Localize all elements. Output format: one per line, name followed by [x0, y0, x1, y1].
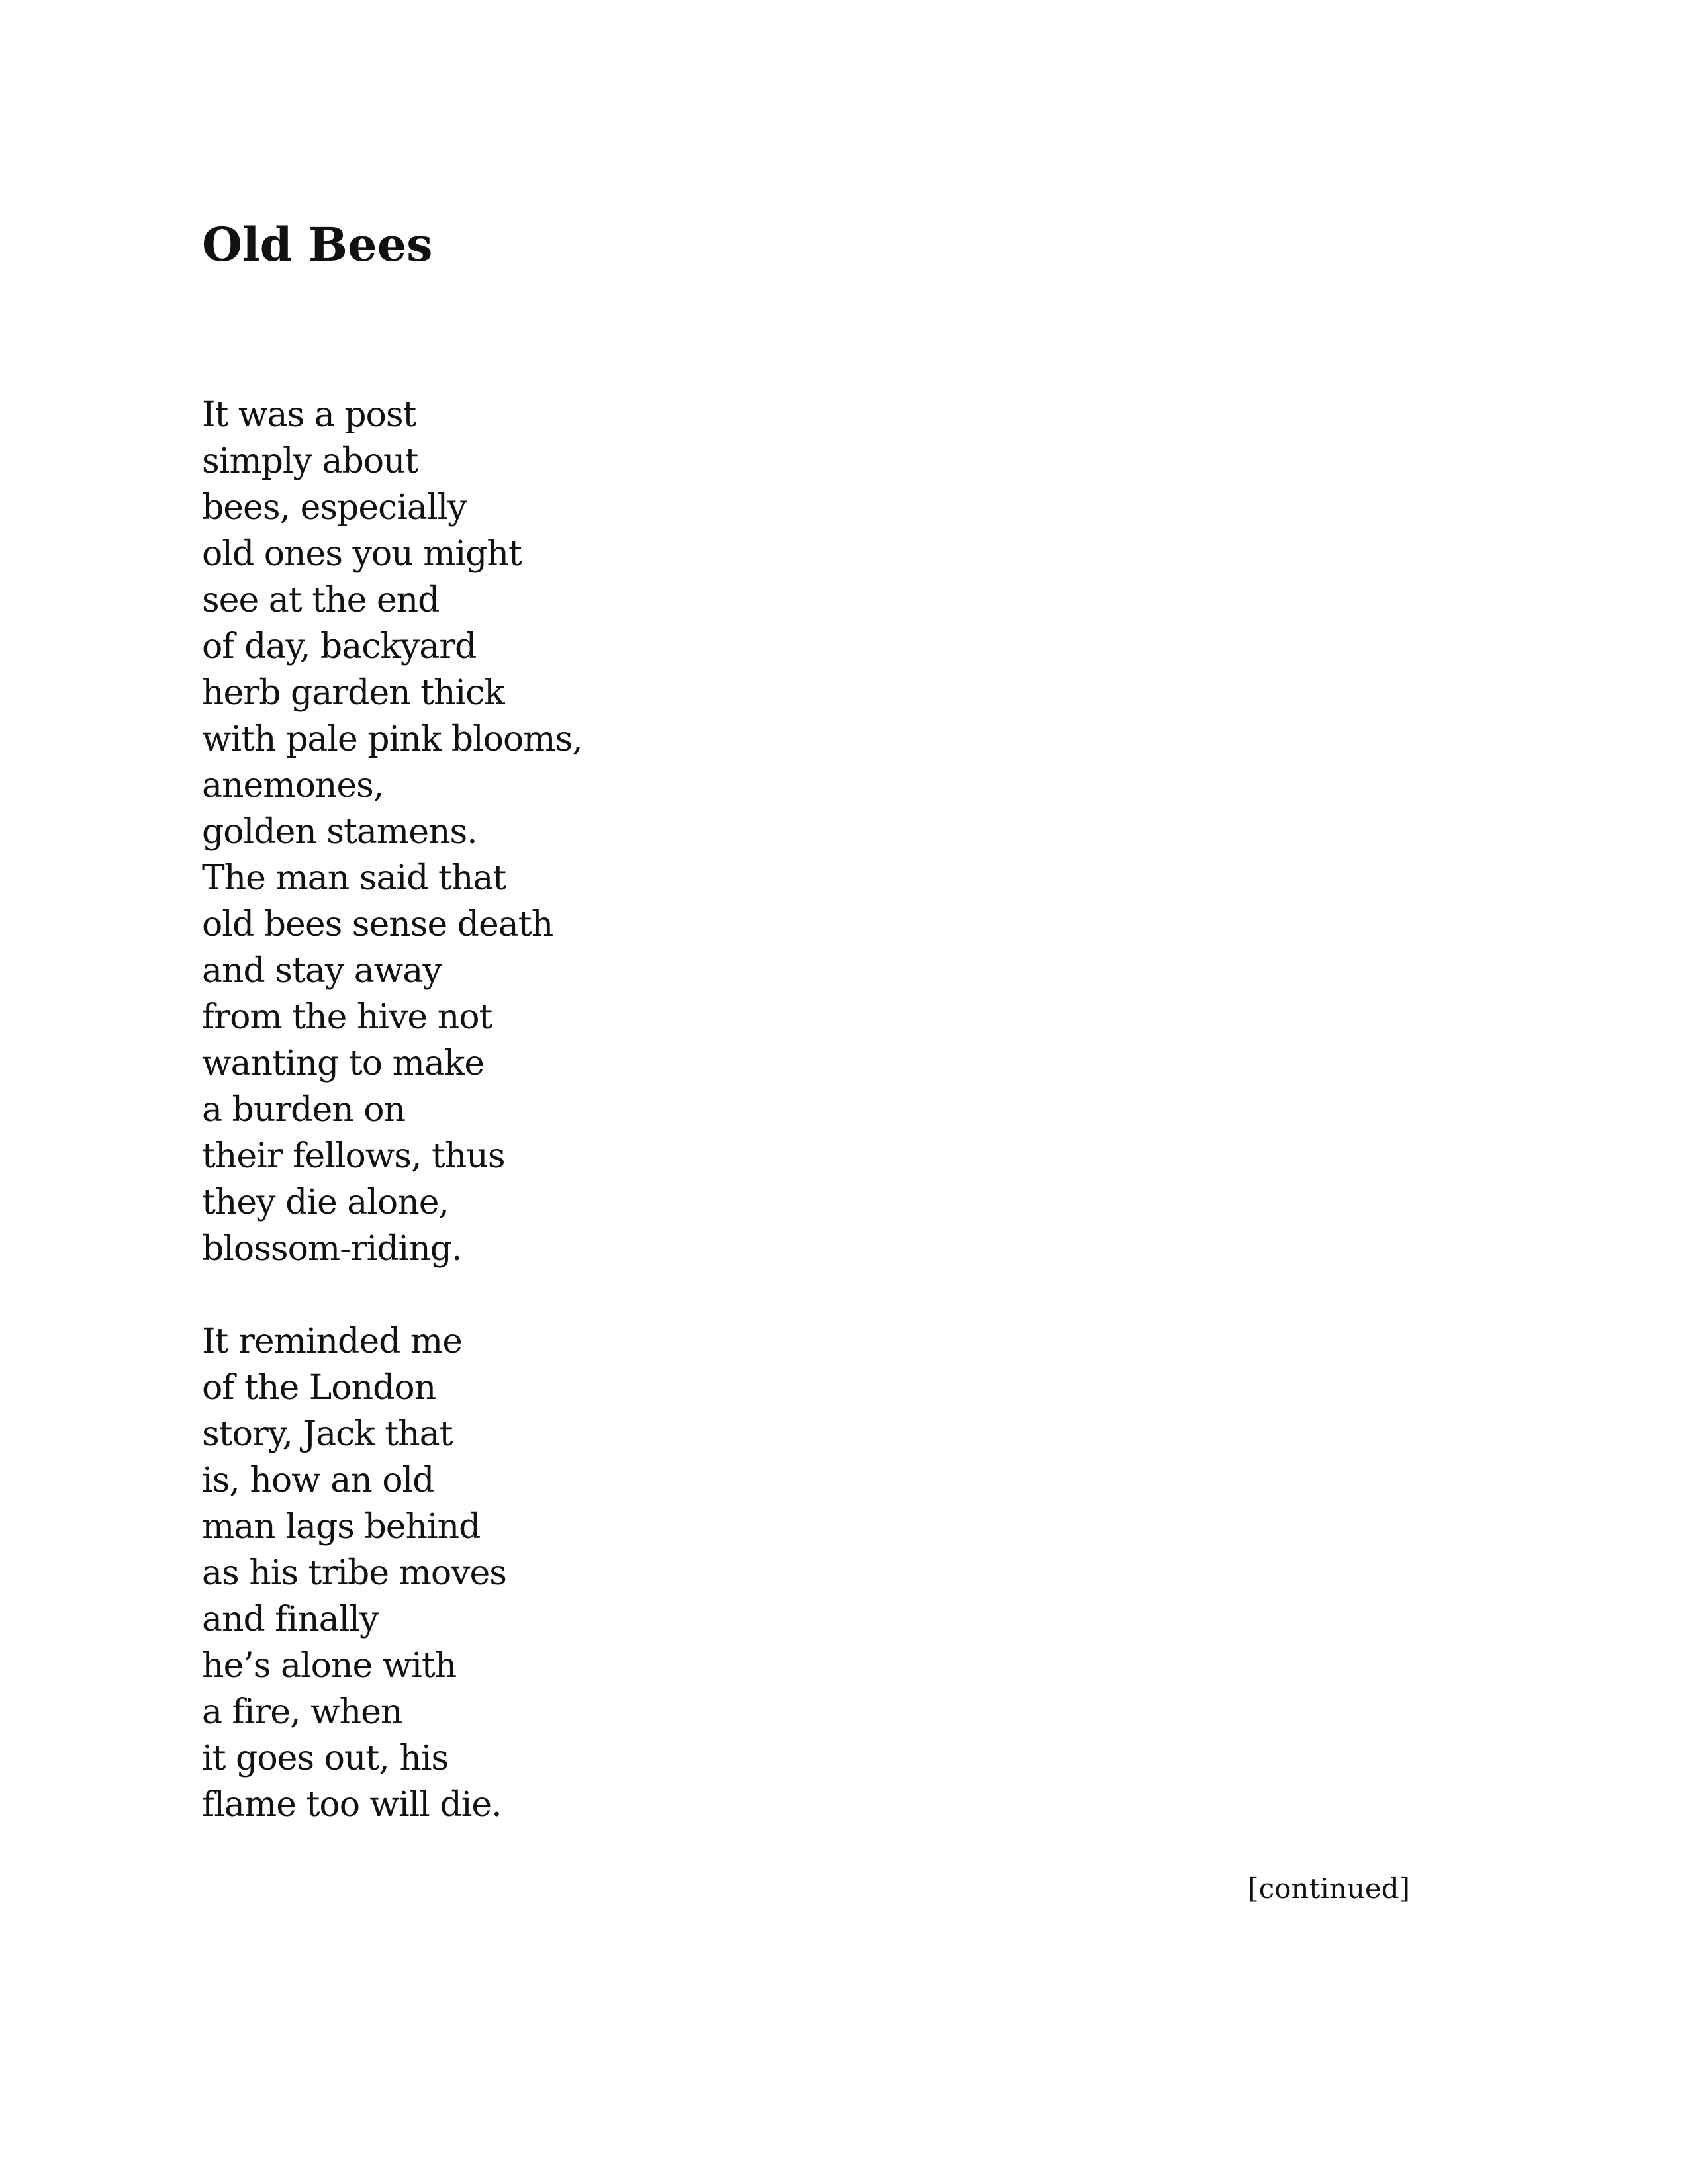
- poem-line: wanting to make: [202, 1044, 485, 1083]
- poem-line: as his tribe moves: [202, 1553, 506, 1593]
- poem-line: story, Jack that: [202, 1414, 453, 1454]
- poem-line: old ones you might: [202, 534, 522, 574]
- stanza-1: [202, 392, 583, 1272]
- poem-line: is, how an old: [202, 1461, 434, 1500]
- poem-line: a burden on: [202, 1090, 406, 1130]
- poem-line: simply about: [202, 441, 418, 481]
- poem-line: anemones,: [202, 766, 384, 805]
- poem-line: they die alone,: [202, 1183, 449, 1222]
- poem-line: golden stamens.: [202, 812, 477, 852]
- poem-line: blossom-riding.: [202, 1229, 462, 1269]
- continued-label: [continued]: [1248, 1872, 1410, 1905]
- poem-line: It was a post: [202, 395, 416, 435]
- poem-line: see at the end: [202, 580, 440, 620]
- poem-line: bees, especially: [202, 488, 467, 527]
- stanza-2: [202, 1318, 506, 1828]
- poem-line: The man said that: [202, 858, 506, 898]
- poem-line: of day, backyard: [202, 627, 477, 666]
- poem-title: Old Bees: [202, 217, 433, 272]
- poem-line: it goes out, his: [202, 1739, 449, 1778]
- poem-line: and stay away: [202, 951, 442, 991]
- poem-line: he’s alone with: [202, 1646, 457, 1686]
- poem-line: herb garden thick: [202, 673, 504, 713]
- poem-line: with pale pink blooms,: [202, 719, 583, 759]
- poem-line: old bees sense death: [202, 905, 553, 944]
- poem-line: a fire, when: [202, 1692, 402, 1732]
- poem-line: and finally: [202, 1600, 379, 1639]
- poem-line: flame too will die.: [202, 1785, 502, 1825]
- poem-line: their fellows, thus: [202, 1136, 505, 1176]
- poem-line: man lags behind: [202, 1507, 481, 1547]
- poem-line: of the London: [202, 1368, 436, 1408]
- poem-line: It reminded me: [202, 1322, 462, 1361]
- poem-line: from the hive not: [202, 997, 492, 1037]
